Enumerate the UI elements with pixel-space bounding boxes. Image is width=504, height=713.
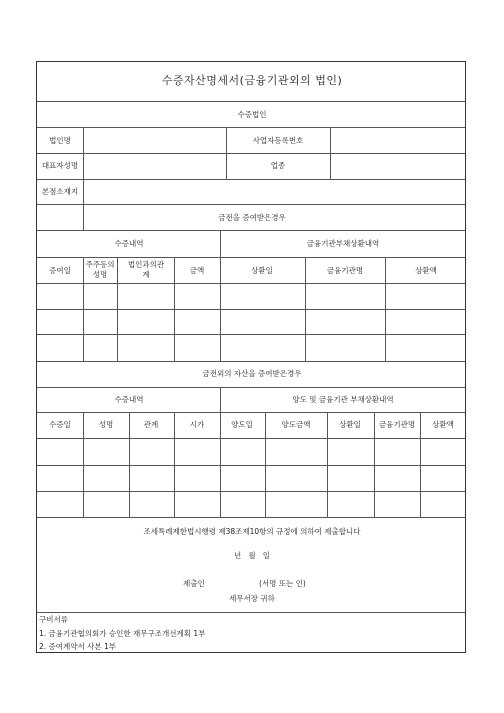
rule [37,361,465,362]
noncash-section-header: 금전외의 자산을 증여받은경우 [202,369,302,378]
rule [374,412,375,517]
cash-section-header: 금전을 증여받은경우 [218,213,286,222]
rule [37,127,465,128]
attachments-header: 구비서류 [39,615,68,624]
rule [83,257,84,361]
rule [37,230,465,231]
rule [37,179,465,180]
rule [37,257,465,258]
noncash-col-gift-date: 수증일 [49,420,71,429]
addressee: 세무서장 귀하 [229,594,275,603]
rule [330,127,331,179]
rule [220,412,221,517]
rule [305,257,306,361]
declaration-date: 년 월 일 [233,551,271,560]
rule [420,412,421,517]
submitter-label: 제출인 [183,579,205,588]
cash-right-group: 금융기관부채상환내역 [306,239,380,248]
signature-hint: (서명 또는 인) [259,579,306,588]
rule [37,334,465,335]
noncash-col-transfer-amount: 양도금액 [281,420,311,429]
rule [37,412,465,413]
rule [83,412,84,517]
rule [83,127,84,230]
rule [174,257,175,361]
recipient-header: 수증법인 [237,110,267,119]
corp-name-label: 법인명 [49,136,71,145]
rule [327,412,328,517]
noncash-col-market-value: 시가 [189,420,205,429]
attachment-item: 1. 금융기관협의회가 승인한 재무구조개선계획 1부 [39,629,206,638]
noncash-col-institution: 금융기관명 [378,420,416,429]
noncash-left-group: 수증내역 [114,395,144,404]
cash-left-group: 수증내역 [114,239,144,248]
rule [129,412,130,517]
declaration-statement: 조세특례제한법시행령 제38조제10항의 규정에 의하여 제출합니다 [143,527,361,536]
rule [37,283,465,284]
rule [37,438,465,439]
biz-reg-no-label: 사업자등록번호 [252,136,304,145]
rule [226,127,227,179]
cash-col-repay-amount: 상환액 [415,266,437,275]
rep-name-label: 대표자성명 [41,161,79,170]
rule [37,465,465,466]
noncash-col-relation: 관계 [143,420,159,429]
rule [37,517,465,518]
noncash-col-transfer-date: 양도일 [231,420,253,429]
attachment-item: 2. 증여계약서 사본 1부 [39,642,117,651]
cash-col-shareholder-name: 주주등의성명 [85,260,115,279]
rule [37,387,465,388]
rule [265,412,266,517]
rule [220,230,221,257]
cash-col-gift-date: 증여일 [49,266,71,275]
rule [37,153,465,154]
form-title: 수증자산명세서(금융기관외의 법인) [161,74,343,87]
noncash-col-name: 성명 [98,420,114,429]
rule [117,257,118,361]
rule [385,257,386,361]
noncash-col-repay-date: 상환일 [339,420,361,429]
industry-label: 업종 [270,161,286,170]
noncash-right-group: 양도 및 금융기관 부채상환내역 [292,395,394,404]
rule [37,101,465,102]
noncash-col-repay-amount: 상환액 [432,420,454,429]
rule [37,309,465,310]
hq-address-label: 본점소재지 [41,187,79,196]
cash-col-institution: 금융기관명 [326,266,364,275]
rule [174,412,175,517]
rule [37,612,465,613]
rule [37,204,465,205]
rule [37,491,465,492]
asset-gift-statement-form [36,61,466,653]
cash-col-amount: 금액 [189,266,205,275]
rule [220,387,221,412]
rule [220,257,221,361]
cash-col-relation: 법인과의관계 [127,260,165,279]
cash-col-repay-date: 상환일 [251,266,273,275]
